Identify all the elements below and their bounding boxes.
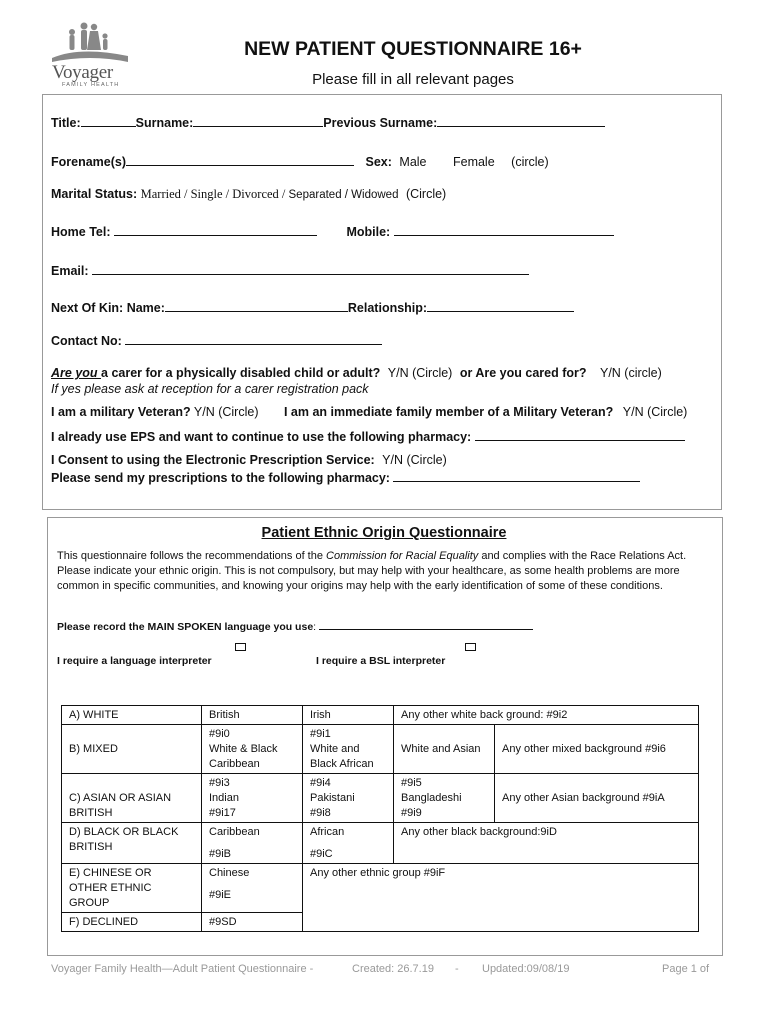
group-cell: B) MIXED <box>62 725 202 774</box>
table-row <box>62 913 699 932</box>
marital-hint: (Circle) <box>405 187 447 201</box>
option-cell[interactable]: Any other mixed background #9i6 <box>495 725 699 774</box>
option-cell[interactable] <box>394 774 495 823</box>
option-text: Bangladeshi <box>401 792 462 804</box>
empty-cell <box>303 913 699 932</box>
option-cell[interactable] <box>303 774 394 823</box>
group-cell: A) WHITE <box>62 706 202 725</box>
forenames-field[interactable] <box>126 154 354 166</box>
home-tel-label: Home Tel: <box>51 225 111 239</box>
code-text: #9i1 <box>310 728 331 740</box>
eps-pharmacy-field[interactable] <box>475 429 685 441</box>
logo-subtitle: FAMILY HEALTH <box>62 82 120 88</box>
option-cell[interactable]: White and Asian <box>394 725 495 774</box>
group-cell: F) DECLINED <box>62 913 202 932</box>
eps-row <box>51 429 685 444</box>
surname-label: Surname: <box>135 116 194 130</box>
carer-row <box>51 366 662 380</box>
carer-are-you: Are you <box>51 366 102 380</box>
mobile-label: Mobile: <box>346 225 391 239</box>
footer-dash: - <box>455 963 459 975</box>
footer-title: Voyager Family Health—Adult Patient Questionnaire - <box>51 963 314 975</box>
previous-surname-field[interactable] <box>437 115 605 127</box>
option-cell[interactable] <box>202 725 303 774</box>
group-text: D) BLACK OR BLACK BRITISH <box>69 826 179 853</box>
option-text: Pakistani <box>310 792 355 804</box>
option-cell[interactable]: Any other white back ground: #9i2 <box>394 706 699 725</box>
surname-field[interactable] <box>193 115 323 127</box>
email-row <box>51 263 529 278</box>
carer-question: a carer for a physically disabled child or adult? <box>101 366 381 380</box>
option-text: Chinese <box>209 867 250 879</box>
language-field[interactable] <box>319 618 533 630</box>
group-text: C) ASIAN OR ASIAN BRITISH <box>69 792 172 819</box>
marital-options-b[interactable]: Separated / Widowed <box>288 189 399 201</box>
ethnic-section-title: Patient Ethnic Origin Questionnaire <box>261 525 507 541</box>
relationship-field[interactable] <box>427 300 574 312</box>
prescriptions-row <box>51 470 640 485</box>
page-subtitle: Please fill in all relevant pages <box>312 71 514 88</box>
code-text: #9iC <box>310 848 333 860</box>
consent-row <box>51 453 447 467</box>
option-text: White & Black Caribbean <box>209 743 278 770</box>
title-field[interactable] <box>81 115 136 127</box>
table-row <box>62 725 699 774</box>
option-cell[interactable]: Any other Asian background #9iA <box>495 774 699 823</box>
option-cell[interactable]: #9SD <box>202 913 303 932</box>
option-cell[interactable] <box>202 864 303 913</box>
table-row <box>62 774 699 823</box>
ethnic-origin-table <box>61 705 699 932</box>
prescriptions-question: Please send my prescriptions to the following pharmacy: <box>51 471 390 485</box>
sex-hint: (circle) <box>511 155 549 169</box>
code-text: #9i0 <box>209 728 230 740</box>
intro-text-2: and complies with the Race Relations Act. Please indicate your ethnic origin. This is not compulsory, but may help with your healthcare, as some health problems are more common in specific communities, and knowing your origins may help with the early identification of some of these conditions. <box>57 550 687 592</box>
option-text: Caribbean <box>209 826 260 838</box>
veteran-family-yn[interactable]: Y/N (Circle) <box>622 405 688 419</box>
sex-label: Sex: <box>365 155 392 169</box>
home-tel-field[interactable] <box>114 224 317 236</box>
marital-options-a[interactable]: Married / Single / Divorced / <box>140 187 289 201</box>
intro-text-1: This questionnaire follows the recommendations of the <box>57 550 327 562</box>
table-row <box>62 864 699 913</box>
veteran-row <box>51 405 687 419</box>
code-text: #9i4 <box>310 777 331 789</box>
group-cell <box>62 823 202 864</box>
code-text: #9i17 <box>209 807 236 819</box>
language-label: Please record the MAIN SPOKEN language you use <box>57 621 314 633</box>
prescriptions-pharmacy-field[interactable] <box>393 470 640 482</box>
page-title: NEW PATIENT QUESTIONNAIRE 16+ <box>244 38 582 60</box>
carer-yn[interactable]: Y/N (Circle) <box>387 366 453 380</box>
code-text: #9i9 <box>401 807 422 819</box>
option-cell[interactable] <box>202 823 303 864</box>
email-label: Email: <box>51 264 89 278</box>
consent-question: I Consent to using the Electronic Prescription Service: <box>51 453 375 467</box>
option-cell[interactable]: Any other black background:9iD <box>394 823 699 864</box>
contact-row <box>51 333 382 348</box>
intro-text-italic: Commission for Racial Equality <box>326 550 479 562</box>
bsl-interpreter-checkbox[interactable] <box>465 643 476 651</box>
veteran-question: I am a military Veteran? <box>51 405 191 419</box>
language-interpreter-label: I require a language interpreter <box>57 655 212 667</box>
footer-updated: Updated:09/08/19 <box>482 963 570 975</box>
code-text: #9i5 <box>401 777 422 789</box>
option-text: White and Black African <box>310 743 374 770</box>
consent-yn[interactable]: Y/N (Circle) <box>382 453 447 467</box>
option-cell[interactable] <box>303 823 394 864</box>
cared-for-question: or Are you cared for? <box>459 366 587 380</box>
relationship-label: Relationship: <box>347 301 428 315</box>
next-of-kin-row <box>51 300 574 315</box>
option-cell[interactable]: British <box>202 706 303 725</box>
footer-page-number: Page 1 of <box>662 963 710 975</box>
cared-for-yn[interactable]: Y/N (circle) <box>599 366 662 380</box>
veteran-family-question: I am an immediate family member of a Military Veteran? <box>283 405 614 419</box>
option-cell[interactable] <box>202 774 303 823</box>
title-label: Title: <box>51 116 81 130</box>
email-field[interactable] <box>92 263 529 275</box>
option-text: Indian <box>209 792 239 804</box>
code-text: #9iB <box>209 848 232 860</box>
forenames-row <box>51 154 549 169</box>
code-text: #9i3 <box>209 777 230 789</box>
option-cell[interactable]: Irish <box>303 706 394 725</box>
veteran-yn[interactable]: Y/N (Circle) <box>193 405 259 419</box>
contact-field[interactable] <box>125 333 382 345</box>
mobile-field[interactable] <box>394 224 614 236</box>
next-of-kin-label: Next Of Kin: Name: <box>51 301 165 315</box>
previous-surname-label: Previous Surname: <box>323 116 438 130</box>
language-row: Please record the MAIN SPOKEN language you use: <box>57 618 533 633</box>
sex-male-option[interactable]: Male <box>399 155 427 169</box>
forenames-label: Forename(s) <box>51 155 127 169</box>
table-row <box>62 706 699 725</box>
carer-note: If yes please ask at reception for a carer registration pack <box>51 382 369 396</box>
option-cell[interactable]: Any other ethnic group #9iF <box>303 864 699 913</box>
code-text: #9i8 <box>310 807 331 819</box>
code-text: #9iE <box>209 889 232 901</box>
logo-name: Voyager <box>52 62 113 83</box>
sex-female-option[interactable]: Female <box>452 155 495 169</box>
marital-row <box>51 187 446 202</box>
option-cell[interactable] <box>303 725 394 774</box>
table-row <box>62 823 699 864</box>
group-cell <box>62 864 202 913</box>
eps-question: I already use EPS and want to continue to use the following pharmacy: <box>51 430 472 444</box>
option-text: African <box>310 826 345 838</box>
contact-label: Contact No: <box>51 334 122 348</box>
marital-label: Marital Status: <box>51 187 138 201</box>
ethnic-intro-paragraph <box>57 549 717 594</box>
group-text: E) CHINESE OR OTHER ETHNIC GROUP <box>69 867 152 909</box>
name-row <box>51 115 605 130</box>
next-of-kin-field[interactable] <box>165 300 348 312</box>
phone-row <box>51 224 614 239</box>
language-interpreter-checkbox[interactable] <box>235 643 246 651</box>
footer-created: Created: 26.7.19 <box>352 963 434 975</box>
bsl-interpreter-label: I require a BSL interpreter <box>316 655 446 667</box>
group-cell <box>62 774 202 823</box>
